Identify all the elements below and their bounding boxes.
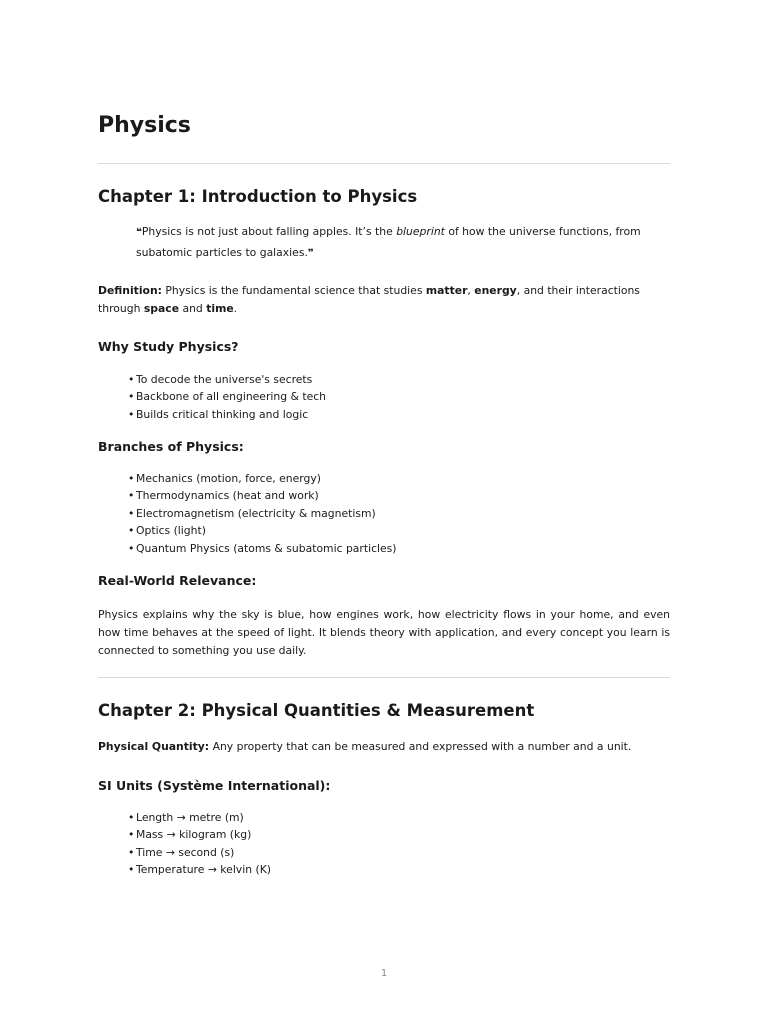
page-number: 1 (380, 968, 388, 979)
list-item (128, 861, 271, 878)
list-item-text: Electromagnetism (electricity & magnetism) (136, 506, 376, 520)
list-item-text: Optics (light) (136, 524, 206, 538)
definition-term: matter (425, 284, 468, 297)
bullet-icon: • (128, 524, 135, 538)
chapter2-heading: Chapter 2: Physical Quantities & Measurement (98, 701, 535, 720)
branches-list (128, 470, 397, 557)
list-item (128, 406, 326, 423)
divider (98, 677, 670, 678)
branches-heading: Branches of Physics: (98, 439, 244, 454)
divider (98, 163, 670, 164)
list-item-text: Length → metre (m) (136, 811, 244, 824)
chapter1-heading: Chapter 1: Introduction to Physics (98, 187, 418, 206)
physical-quantity-paragraph (98, 738, 670, 756)
definition-text: , and their interactions through (98, 284, 640, 315)
definition-term: energy (474, 284, 517, 297)
si-units-list (128, 809, 271, 879)
list-item-text: To decode the universe's secrets (136, 373, 313, 386)
list-item (128, 487, 397, 504)
bullet-icon: • (128, 407, 135, 421)
bullet-icon: • (128, 845, 135, 859)
bullet-icon: • (128, 390, 135, 404)
bullet-icon: • (128, 811, 135, 824)
list-item-text: Mechanics (motion, force, energy) (136, 472, 321, 485)
bullet-icon: • (128, 489, 135, 503)
definition-text: and (179, 302, 207, 315)
list-item-text: Time → second (s) (136, 845, 235, 859)
physical-quantity-label: Physical Quantity: (98, 740, 210, 753)
list-item (128, 371, 326, 388)
bullet-icon: • (128, 373, 135, 386)
list-item-text: Mass → kilogram (kg) (136, 828, 252, 842)
bullet-icon: • (128, 472, 135, 485)
why-study-heading: Why Study Physics? (98, 339, 239, 354)
list-item (128, 522, 397, 539)
list-item-text: Quantum Physics (atoms & subatomic particles) (136, 541, 397, 555)
chapter1-quote (136, 222, 656, 264)
list-item (128, 505, 397, 522)
definition-text: . (233, 302, 238, 315)
relevance-heading: Real-World Relevance: (98, 573, 257, 588)
list-item-text: Temperature → kelvin (K) (136, 863, 271, 877)
bullet-icon: • (128, 506, 135, 520)
list-item (128, 388, 326, 405)
quote-emphasis: blueprint (396, 225, 445, 238)
quote-close-mark: ❞ (307, 248, 314, 259)
definition-term: space (143, 302, 180, 315)
list-item-text: Backbone of all engineering & tech (136, 390, 327, 404)
definition-text: , (467, 284, 475, 297)
list-item-text: Builds critical thinking and logic (136, 407, 309, 421)
list-item (128, 540, 397, 557)
quote-text-1: Physics is not just about falling apples. It’s the (141, 225, 397, 238)
definition-text: Physics is the fundamental science that studies (161, 284, 426, 297)
list-item (128, 470, 397, 487)
definition-paragraph (98, 282, 670, 318)
bullet-icon: • (128, 863, 135, 877)
definition-label: Definition: (98, 284, 162, 297)
list-item-text: Thermodynamics (heat and work) (136, 489, 319, 503)
bullet-icon: • (128, 828, 135, 842)
list-item (128, 826, 271, 843)
page-title: Physics (98, 113, 191, 138)
quote-open-mark: ❝ (136, 227, 142, 238)
quote-text-2: of how the universe functions, from subatomic particles to galaxies. (136, 225, 641, 259)
physical-quantity-text: Any property that can be measured and expressed with a number and a unit. (209, 740, 632, 753)
list-item (128, 844, 271, 861)
list-item (128, 809, 271, 826)
bullet-icon: • (128, 541, 135, 555)
si-units-heading: SI Units (Système International): (98, 778, 331, 793)
relevance-paragraph: Physics explains why the sky is blue, how engines work, how electricity flows in your home, and even how time behaves at the speed of light. It blends theory with application, and every concept you learn is connected to something you use daily. (98, 608, 670, 657)
why-study-list (128, 371, 326, 423)
definition-term: time (206, 302, 234, 315)
